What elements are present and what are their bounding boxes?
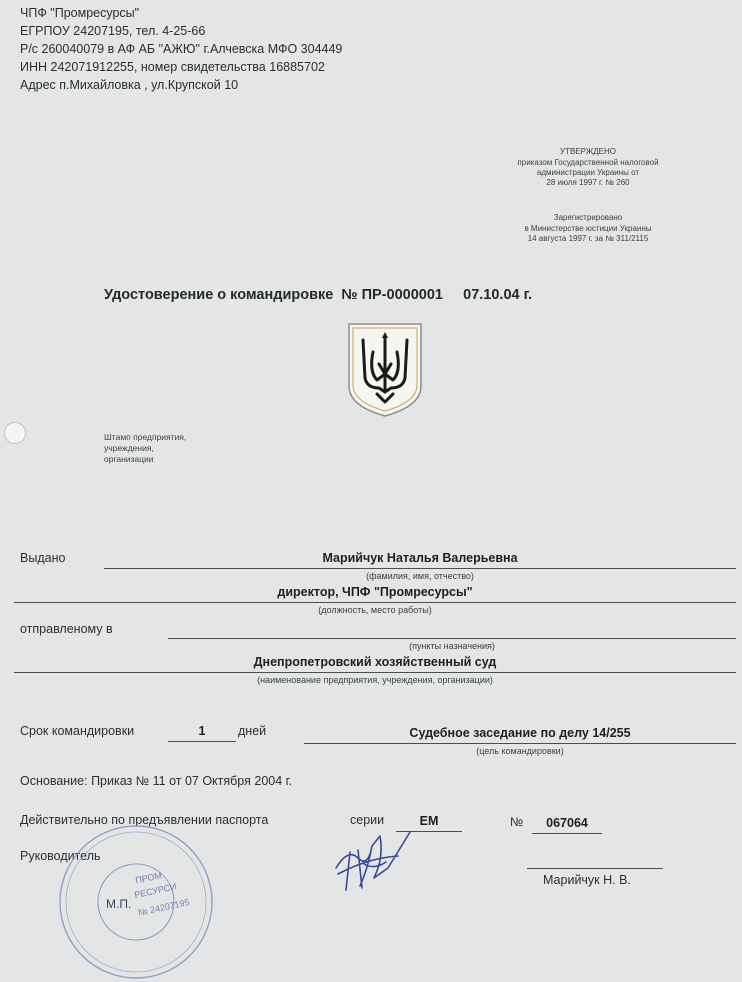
stamp-area-label: Штамп предприятия, xyxy=(104,432,187,442)
underline xyxy=(168,638,736,639)
basis-text: Основание: Приказ № 11 от 07 Октября 2004 г. xyxy=(20,774,293,788)
registered-line: 14 августа 1997 г. за № 311/2115 xyxy=(527,234,649,243)
title-text: Удостоверение о командировке xyxy=(104,287,334,303)
stamp-area-label: организации xyxy=(104,454,154,464)
issued-label: Выдано xyxy=(20,551,66,565)
sent-label: отправленому в xyxy=(20,622,113,636)
position-hint: (должность, место работы) xyxy=(318,605,432,615)
underline xyxy=(527,868,663,869)
approved-line: приказом Государственной налоговой xyxy=(517,158,659,167)
position-field: директор, ЧПФ "Промресурсы" xyxy=(277,585,473,599)
organization-hint: (наименование предприятия, учреждения, организации) xyxy=(257,675,493,685)
passport-label: Действительно по предъявлении паспорта xyxy=(20,813,269,827)
underline xyxy=(14,672,736,673)
underline xyxy=(14,602,736,603)
company-seal xyxy=(56,822,216,982)
seal-text: № 24207195 xyxy=(137,897,191,918)
underline xyxy=(304,743,736,744)
company-address: Адрес п.Михайловка , ул.Крупской 10 xyxy=(20,78,239,92)
document-title xyxy=(104,287,532,303)
stamp-area-label: учреждения, xyxy=(104,443,154,453)
underline xyxy=(104,568,736,569)
term-days-field: 1 xyxy=(198,724,206,738)
seal-text: ПРОМ xyxy=(134,870,163,886)
registered-line: в Министерстве юстиции Украины xyxy=(524,224,652,233)
number-label: № xyxy=(510,815,524,829)
destination-hint: (пункты назначения) xyxy=(409,641,495,651)
company-bank-account: Р/с 260040079 в АФ АБ "АЖЮ" г.Алчевска МФО 304449 xyxy=(20,42,343,56)
company-name: ЧПФ "Промресурсы" xyxy=(20,6,140,20)
coat-of-arms-icon xyxy=(347,322,423,418)
title-number: № ПР-0000001 xyxy=(341,287,443,303)
name-hint: (фамилия, имя, отчество) xyxy=(366,571,474,581)
seal-mp: М.П. xyxy=(106,897,132,911)
approved-line: администрации Украины от xyxy=(536,168,640,177)
series-field: ЕМ xyxy=(419,814,439,828)
signature xyxy=(328,828,418,898)
organization-field: Днепропетровский хозяйственный суд xyxy=(253,655,497,669)
underline xyxy=(532,833,602,834)
seal-text: РЕСУРСИ xyxy=(133,881,178,901)
purpose-field: Судебное заседание по делу 14/255 xyxy=(409,726,631,740)
series-label: серии xyxy=(350,813,385,827)
days-label: дней xyxy=(238,724,267,738)
approved-heading: УТВЕРЖДЕНО xyxy=(559,147,617,156)
head-label: Руководитель xyxy=(20,849,101,863)
approved-line: 28 июля 1997 г. № 260 xyxy=(546,178,630,187)
registered-heading: Зарегистрировано xyxy=(553,213,623,222)
punch-hole xyxy=(4,422,26,444)
term-label: Срок командировки xyxy=(20,724,135,738)
head-name: Марийчук Н. В. xyxy=(543,873,631,887)
title-date: 07.10.04 г. xyxy=(463,287,533,303)
underline xyxy=(168,741,236,742)
person-name-field: Марийчук Наталья Валерьевна xyxy=(322,551,518,565)
purpose-hint: (цель командировки) xyxy=(476,746,564,756)
company-registry: ЕГРПОУ 24207195, тел. 4-25-66 xyxy=(20,24,206,38)
company-tax-id: ИНН 242071912255, номер свидетельства 16885702 xyxy=(20,60,325,74)
passport-number-field: 067064 xyxy=(546,816,588,830)
